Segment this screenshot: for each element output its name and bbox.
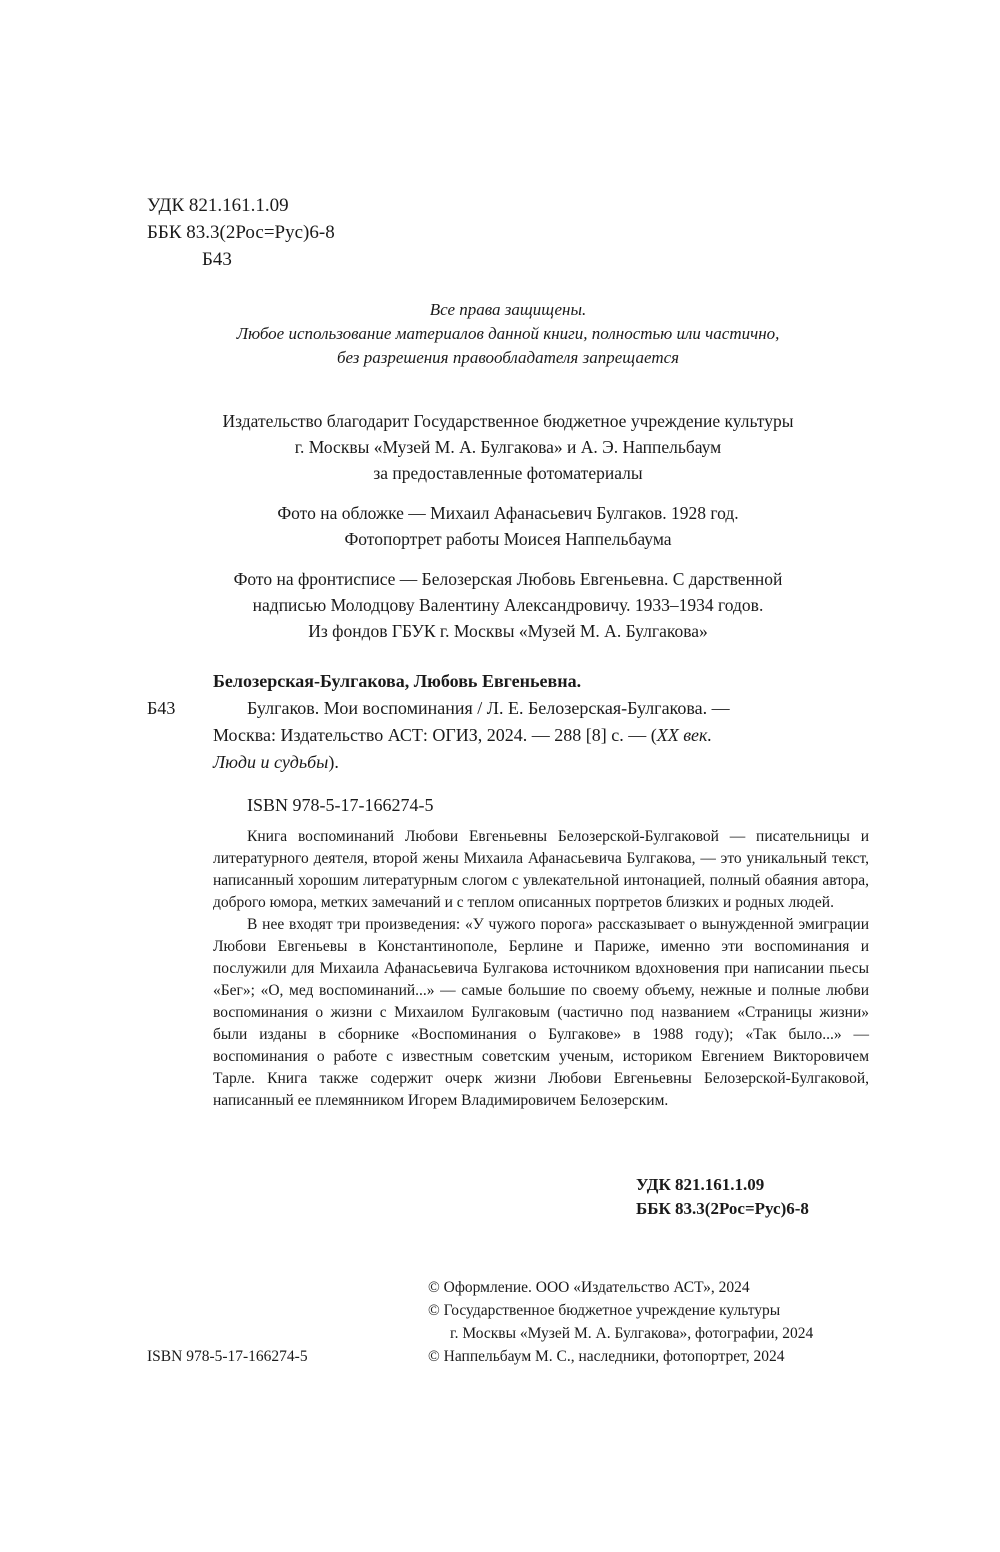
- acknowledgement: [150, 408, 866, 486]
- copyright-line: © Оформление. ООО «Издательство АСТ», 2024: [428, 1279, 750, 1296]
- author-heading: Белозерская-Булгакова, Любовь Евгеньевна.: [213, 671, 582, 691]
- copyright-line: © Наппельбаум М. С., наследники, фотопортрет, 2024: [428, 1348, 785, 1365]
- acknowledgement-line: за предоставленные фотоматериалы: [373, 463, 643, 483]
- isbn: ISBN 978-5-17-166274-5: [247, 795, 434, 815]
- series-title-part: Люди и судьбы: [213, 752, 329, 772]
- cover-photo-credit: [150, 500, 866, 552]
- abstract-paragraph: В нее входят три произведения: «У чужого порога» рассказывает о вынужденной эмиграции Любови Евгеньевы в Константинополе, Берлине и Париже, именно эти воспоминания и послужили для Михаила Афанасьевича Булгакова источником вдохновения при написании пьесы «Бег»; «О, мед воспоминаний...» — самые большие по своему объему, нежные и полные любви воспоминания о жизни с Михаилом Булгаковым (частично под названием «Страницы жизни» были изданы в сборнике «Воспоминания о Булгакове» в 1988 году); «Так было...» — воспоминания о работе с известным советским ученым, историком Евгением Викторовичем Тарле. Книга также содержит очерк жизни Любови Евгеньевны Белозерской-Булгаковой, написанный ее племянником Игорем Владимировичем Белозерским.: [213, 916, 869, 1109]
- classification-codes: [147, 192, 335, 273]
- publisher-line: [213, 722, 873, 749]
- frontispiece-line: Фото на фронтисписе — Белозерская Любовь Евгеньевна. С дарственной: [233, 569, 783, 589]
- copyright-notices: [428, 1276, 813, 1368]
- isbn-bottom: ISBN 978-5-17-166274-5: [147, 1348, 308, 1365]
- bbk-code-bold: ББК 83.3(2Рос=Рус)6-8: [636, 1199, 809, 1218]
- publisher-text: Москва: Издательство АСТ: ОГИЗ, 2024. — 288 [8] с. — (: [213, 725, 657, 745]
- abstract: [213, 826, 869, 1112]
- frontispiece-photo-credit: [150, 566, 866, 644]
- rights-line: без разрешения правообладателя запрещается: [336, 348, 680, 367]
- series-line: [213, 749, 873, 776]
- side-author-mark: Б43: [147, 698, 176, 718]
- title-line: Булгаков. Мои воспоминания / Л. Е. Белозерская-Булгакова. —: [247, 698, 730, 718]
- bibliographic-description: [213, 695, 873, 776]
- frontispiece-line: надписью Молодцову Валентину Александровичу. 1933–1934 годов.: [252, 595, 764, 615]
- abstract-paragraph: Книга воспоминаний Любови Евгеньевны Белозерской-Булгаковой — писательницы и литературного деятеля, второй жены Михаила Афанасьевича Булгакова, — это уникальный текст, написанный хорошим литературным слогом с увлекательной интонацией, полный обаяния автора, доброго юмора, метких замечаний и с теплом описанных портретов близких и родных людей.: [213, 828, 869, 911]
- cover-photo-line: Фото на обложке — Михаил Афанасьевич Булгаков. 1928 год.: [277, 503, 739, 523]
- credits-block: [150, 408, 866, 658]
- series-title-part: XX век.: [656, 725, 712, 745]
- udk-code-bold: УДК 821.161.1.09: [636, 1175, 765, 1194]
- udk-code: УДК 821.161.1.09: [147, 195, 289, 216]
- rights-line: Любое использование материалов данной книги, полностью или частично,: [236, 324, 780, 343]
- frontispiece-line: Из фондов ГБУК г. Москвы «Музей М. А. Булгакова»: [308, 621, 708, 641]
- cover-photo-line: Фотопортрет работы Моисея Наппельбаума: [344, 529, 672, 549]
- bbk-code: ББК 83.3(2Рос=Рус)6-8: [147, 222, 335, 243]
- rights-line: Все права защищены.: [429, 300, 587, 319]
- rights-notice: [150, 298, 866, 370]
- final-classification: [636, 1173, 809, 1221]
- copyright-line: г. Москвы «Музей М. А. Булгакова», фотографии, 2024: [450, 1325, 814, 1342]
- series-close: ).: [328, 752, 339, 772]
- acknowledgement-line: г. Москвы «Музей М. А. Булгакова» и А. Э. Наппельбаум: [294, 437, 722, 457]
- acknowledgement-line: Издательство благодарит Государственное бюджетное учреждение культуры: [222, 411, 794, 431]
- copyright-line: © Государственное бюджетное учреждение культуры: [428, 1302, 781, 1319]
- author-mark: Б43: [202, 249, 232, 270]
